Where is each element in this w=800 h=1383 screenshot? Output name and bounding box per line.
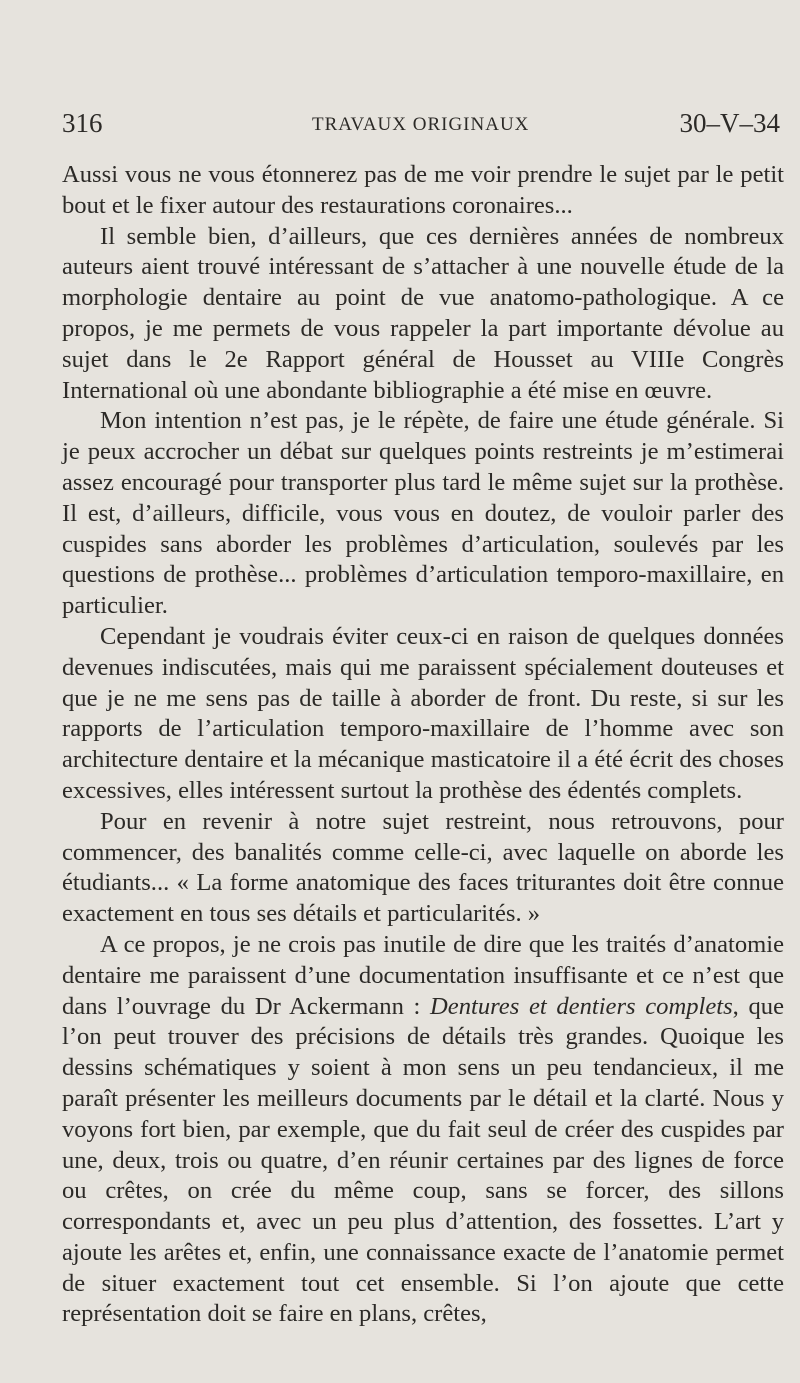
paragraph <box>62 930 784 1330</box>
body-text <box>62 160 784 1330</box>
paragraph: Cependant je voudrais éviter ceux-ci en raison de quelques données devenues indiscutées, mais qui me paraissent spécialement douteuses et que je ne me sens pas de taille à aborder de front. Du reste, si sur les rapports de l’articulation temporo-maxillaire de l’homme avec son architecture dentaire et la mécanique masticatoire il a été écrit des choses excessives, elles intéressent surtout la prothèse des édentés complets. <box>62 622 784 804</box>
paragraph-text: A ce propos, je ne crois pas inutile de dire que les traités d’anatomie dentaire me paraissent d’une documentation insuffisante et ce n’est que dans l’ouvrage du Dr Ackermann : <box>62 930 784 1020</box>
book-title: Dentures et dentiers complets <box>430 992 733 1020</box>
paragraph: Mon intention n’est pas, je le répète, de faire une étude générale. Si je peux accrocher un débat sur quelques points restreints je m’estimerai assez encouragé pour transporter plus tard le même sujet sur la prothèse. Il est, d’ailleurs, difficile, vous vous en doutez, de vouloir parler des cuspides sans aborder les problèmes d’articulation, soulevés par les questions de prothèse... problèmes d’articulation temporo-maxillaire, en particulier. <box>62 407 784 620</box>
running-header <box>62 108 780 144</box>
paragraph-text: , que l’on peut trouver des précisions de détails très grandes. Quoique les dessins schématiques y soient à mon sens un peu tendancieux, il me paraît présenter les meilleurs documents par le détail et la clarté. Nous y voyons fort bien, par exemple, que du fait seul de créer des cuspides par une, deux, trois ou quatre, d’en réunir certaines par des lignes de force ou crêtes, on crée du même coup, sans se forcer, des sillons correspondants et, avec un peu plus d’attention, des fossettes. L’art y ajoute les arêtes et, enfin, une connaissance exacte de l’anatomie permet de situer exactement tout cet ensemble. Si l’on ajoute que cette représentation doit se faire en plans, crêtes, <box>62 992 784 1328</box>
paragraph: Il semble bien, d’ailleurs, que ces dernières années de nombreux auteurs aient trouvé intéressant de s’attacher à une nouvelle étude de la morphologie dentaire au point de vue anatomo-pathologique. A ce propos, je me permets de vous rappeler la part importante dévolue au sujet dans le 2e Rapport général de Housset au VIIIe Congrès International où une abondante bibliographie a été mise en œuvre. <box>62 222 784 404</box>
page-number: 316 <box>62 108 103 138</box>
paragraph: Pour en revenir à notre sujet restreint, nous retrouvons, pour commencer, des banalités comme celle-ci, avec laquelle on aborde les étudiants... « La forme anatomique des faces triturantes doit être connue exactement en tous ses détails et particularités. » <box>62 807 784 928</box>
header-date: 30–V–34 <box>679 108 780 138</box>
paragraph: Aussi vous ne vous étonnerez pas de me voir prendre le sujet par le petit bout et le fixer autour des restaurations coronaires... <box>62 161 784 219</box>
running-title: TRAVAUX ORIGINAUX <box>312 114 530 135</box>
